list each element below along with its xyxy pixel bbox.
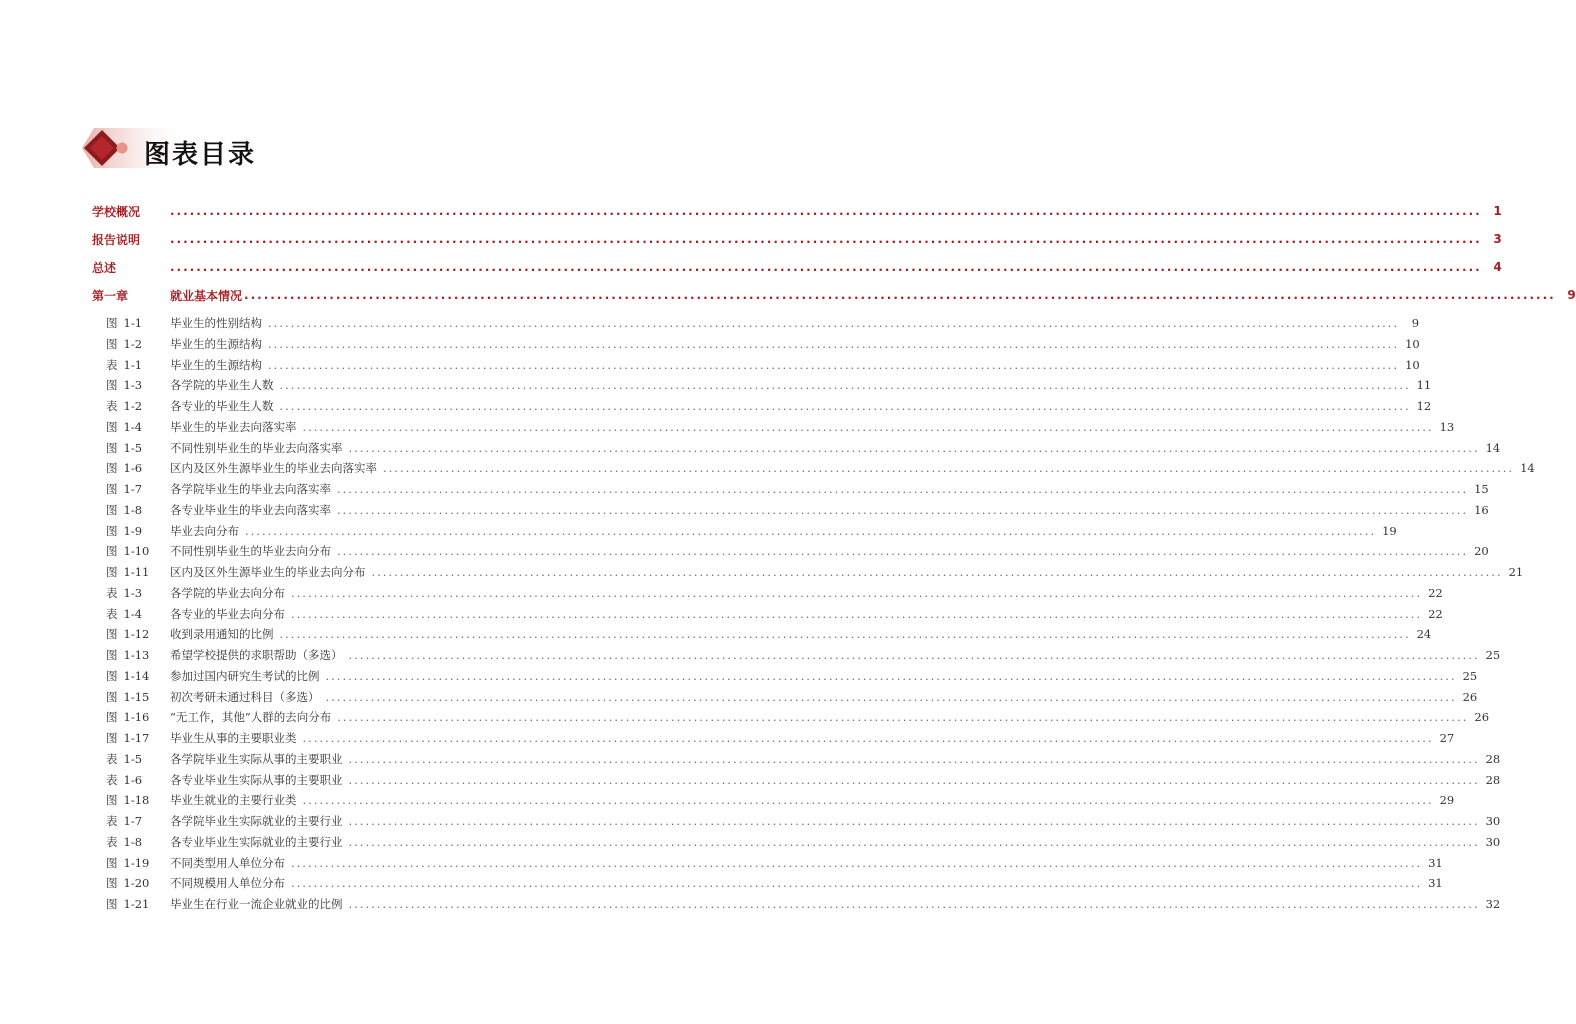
leader-dots: ........................................................................................................................................................................................................	[291, 876, 1423, 890]
figure-number: 1-11	[123, 565, 150, 579]
figure-kind: 图	[106, 648, 118, 662]
figure-number: 1-18	[123, 793, 150, 807]
page-number: 22	[1428, 607, 1443, 621]
page-number: 22	[1428, 586, 1443, 600]
toc-figure-entry[interactable]	[92, 396, 1432, 416]
page-title: 图表目录	[144, 140, 257, 170]
figure-number: 1-1	[123, 358, 143, 372]
page-number: 30	[1485, 835, 1501, 849]
figure-number: 1-3	[123, 586, 143, 600]
figure-label	[92, 502, 152, 518]
page-number: 11	[1416, 378, 1432, 392]
leader-dots: ........................................................................................................................................................................................................	[348, 773, 1480, 787]
leader-dots: ........................................................................................................................................................................................................	[170, 260, 1482, 274]
figure-number: 1-4	[123, 607, 143, 621]
leader-dots: ........................................................................................................................................................................................................	[291, 856, 1423, 870]
leader-dots: ........................................................................................................................................................................................................	[170, 204, 1482, 218]
figure-label	[92, 377, 152, 393]
page-number: 24	[1416, 627, 1432, 641]
figure-kind: 图	[106, 627, 118, 641]
figure-label	[92, 419, 152, 435]
figure-kind: 表	[106, 607, 118, 621]
figure-number: 1-7	[123, 482, 143, 496]
figure-number: 1-19	[123, 856, 150, 870]
leader-dots: ........................................................................................................................................................................................................	[268, 316, 1400, 330]
figure-title: 毕业去向分布	[170, 524, 239, 538]
figure-title: 不同规模用人单位分布	[170, 876, 285, 890]
toc-figure-entry[interactable]	[92, 438, 1501, 458]
figure-title: 不同类型用人单位分布	[170, 856, 285, 870]
leader-dots: ........................................................................................................................................................................................................	[337, 503, 1469, 517]
figure-kind: 图	[106, 420, 118, 434]
figure-kind: 图	[106, 316, 118, 330]
page-number: 31	[1428, 876, 1443, 890]
chapter-number: 第一章	[92, 288, 129, 303]
leader-dots: ........................................................................................................................................................................................................	[302, 793, 1434, 807]
toc-figure-entry[interactable]	[92, 334, 1420, 354]
figure-number: 1-2	[123, 337, 143, 351]
figure-kind: 图	[106, 524, 118, 538]
figure-label	[92, 896, 152, 912]
leader-dots: ........................................................................................................................................................................................................	[348, 648, 1480, 662]
page-number: 26	[1462, 690, 1478, 704]
toc-figure-entry[interactable]	[92, 604, 1443, 624]
page-number: 19	[1382, 524, 1397, 538]
figure-label	[92, 398, 152, 414]
section-label: 总述	[92, 260, 117, 275]
toc-figure-entry[interactable]	[92, 562, 1524, 582]
figure-number: 1-17	[123, 731, 150, 745]
figure-title: 各学院毕业生的毕业去向落实率	[170, 482, 331, 496]
toc-figure-entry[interactable]	[92, 749, 1501, 769]
figure-number: 1-5	[123, 752, 143, 766]
leader-dots: ........................................................................................................................................................................................................	[268, 337, 1400, 351]
figure-number: 1-2	[123, 399, 143, 413]
figure-title: 区内及区外生源毕业生的毕业去向分布	[170, 565, 366, 579]
figure-number: 1-6	[123, 773, 143, 787]
figure-number: 1-16	[123, 710, 150, 724]
leader-dots: ........................................................................................................................................................................................................	[279, 627, 1411, 641]
figure-label	[92, 357, 152, 373]
page-number: 16	[1474, 503, 1489, 517]
leader-dots: ........................................................................................................................................................................................................	[337, 482, 1469, 496]
figure-label	[92, 460, 152, 476]
leader-dots: ........................................................................................................................................................................................................	[302, 731, 1434, 745]
toc-figure-entry[interactable]	[92, 583, 1443, 603]
figure-number: 1-20	[123, 876, 150, 890]
leader-dots: ........................................................................................................................................................................................................	[291, 586, 1423, 600]
figure-kind: 图	[106, 731, 118, 745]
leader-dots: ........................................................................................................................................................................................................	[279, 399, 1411, 413]
figure-title: 毕业生的生源结构	[170, 337, 262, 351]
figure-title: 毕业生的生源结构	[170, 358, 262, 372]
toc-figure-entry[interactable]	[92, 707, 1490, 727]
figure-kind: 图	[106, 876, 118, 890]
page-number: 9	[1567, 288, 1576, 302]
figure-kind: 图	[106, 897, 118, 911]
toc-chapter-entry[interactable]	[92, 285, 1576, 305]
figure-number: 1-1	[123, 316, 143, 330]
page-number: 28	[1485, 773, 1501, 787]
figure-kind: 表	[106, 586, 118, 600]
toc-figure-entry[interactable]	[92, 832, 1501, 852]
figure-label	[92, 626, 152, 642]
toc-section-entry[interactable]	[92, 201, 1502, 221]
figure-kind: 图	[106, 337, 118, 351]
figure-kind: 表	[106, 835, 118, 849]
page-number: 21	[1508, 565, 1524, 579]
figure-label	[92, 481, 152, 497]
figure-label	[92, 315, 152, 331]
figure-label	[92, 336, 152, 352]
figure-number: 1-10	[123, 544, 150, 558]
figure-kind: 表	[106, 814, 118, 828]
figure-title: 各学院毕业生实际就业的主要行业	[170, 814, 343, 828]
leader-dots: ........................................................................................................................................................................................................	[337, 710, 1469, 724]
figure-kind: 图	[106, 503, 118, 517]
figure-title: 各学院的毕业去向分布	[170, 586, 285, 600]
leader-dots: ........................................................................................................................................................................................................	[279, 378, 1411, 392]
figure-kind: 图	[106, 544, 118, 558]
toc-figure-entry[interactable]	[92, 500, 1489, 520]
figure-title: 各学院的毕业生人数	[170, 378, 274, 392]
toc-figure-entry[interactable]	[92, 770, 1501, 790]
section-label: 学校概况	[92, 204, 141, 219]
page-number: 12	[1416, 399, 1432, 413]
page-number: 32	[1485, 897, 1501, 911]
figure-title: 不同性别毕业生的毕业去向分布	[170, 544, 331, 558]
figure-label	[92, 523, 152, 539]
figure-label	[92, 772, 152, 788]
figure-kind: 图	[106, 378, 118, 392]
section-label: 报告说明	[92, 232, 141, 247]
toc-figure-entry[interactable]	[92, 479, 1489, 499]
figure-kind: 图	[106, 565, 118, 579]
figure-kind: 图	[106, 482, 118, 496]
leader-dots: ........................................................................................................................................................................................................	[337, 544, 1469, 558]
figure-title: 毕业生从事的主要职业类	[170, 731, 297, 745]
toc-figure-entry[interactable]	[92, 624, 1432, 644]
page-number: 27	[1439, 731, 1455, 745]
leader-dots: ........................................................................................................................................................................................................	[245, 524, 1377, 538]
toc-figure-entry[interactable]	[92, 541, 1489, 561]
leader-dots: ........................................................................................................................................................................................................	[348, 752, 1480, 766]
figure-title: 参加过国内研究生考试的比例	[170, 669, 320, 683]
page-number: 10	[1405, 337, 1420, 351]
page-number: 26	[1474, 710, 1490, 724]
figure-number: 1-6	[123, 461, 143, 475]
figure-label	[92, 543, 152, 559]
figure-kind: 图	[106, 441, 118, 455]
toc-figure-entry[interactable]	[92, 666, 1478, 686]
figure-kind: 图	[106, 793, 118, 807]
figure-title: 各专业的毕业去向分布	[170, 607, 285, 621]
figure-label	[92, 647, 152, 663]
figure-number: 1-12	[123, 627, 150, 641]
toc-figure-entry[interactable]	[92, 375, 1432, 395]
figure-title: 各专业毕业生实际从事的主要职业	[170, 773, 343, 787]
toc-figure-entry[interactable]	[92, 645, 1501, 665]
figure-kind: 图	[106, 856, 118, 870]
toc-figure-entry[interactable]	[92, 811, 1501, 831]
figure-number: 1-7	[123, 814, 143, 828]
figure-kind: 图	[106, 710, 118, 724]
figure-title: 区内及区外生源毕业生的毕业去向落实率	[170, 461, 377, 475]
figure-kind: 表	[106, 773, 118, 787]
figure-kind: 表	[106, 358, 118, 372]
figure-label	[92, 606, 152, 622]
figure-label	[92, 585, 152, 601]
page-number: 10	[1405, 358, 1420, 372]
page-number: 29	[1439, 793, 1455, 807]
leader-dots: ........................................................................................................................................................................................................	[348, 897, 1480, 911]
leader-dots: ........................................................................................................................................................................................................	[302, 420, 1434, 434]
figure-title: 毕业生在行业一流企业就业的比例	[170, 897, 343, 911]
leader-dots: ........................................................................................................................................................................................................	[325, 669, 1457, 683]
figure-label	[92, 813, 152, 829]
leader-dots: ........................................................................................................................................................................................................	[371, 565, 1503, 579]
leader-dots: ........................................................................................................................................................................................................	[348, 441, 1480, 455]
figure-number: 1-3	[123, 378, 143, 392]
toc-figure-entry[interactable]	[92, 313, 1420, 333]
figure-number: 1-13	[123, 648, 150, 662]
toc-figure-entry[interactable]	[92, 687, 1478, 707]
page-number: 25	[1462, 669, 1478, 683]
leader-dots: ........................................................................................................................................................................................................	[348, 814, 1480, 828]
figure-title: 毕业生的性别结构	[170, 316, 262, 330]
figure-label	[92, 834, 152, 850]
toc-figure-entry[interactable]	[92, 894, 1501, 914]
figure-title: 毕业生的毕业去向落实率	[170, 420, 297, 434]
figure-title: 希望学校提供的求职帮助（多选）	[170, 648, 343, 662]
figure-title: 不同性别毕业生的毕业去向落实率	[170, 441, 343, 455]
figure-title: 各专业的毕业生人数	[170, 399, 274, 413]
leader-dots: ........................................................................................................................................................................................................	[348, 835, 1480, 849]
figure-label	[92, 855, 152, 871]
figure-number: 1-4	[123, 420, 143, 434]
page-number: 25	[1485, 648, 1501, 662]
toc-figure-entry[interactable]	[92, 728, 1455, 748]
figure-title: “无工作，其他”人群的去向分布	[170, 710, 332, 724]
page-number: 4	[1493, 260, 1502, 274]
leader-dots: ........................................................................................................................................................................................................	[244, 288, 1556, 302]
figure-number: 1-5	[123, 441, 143, 455]
page-number: 9	[1411, 316, 1420, 330]
leader-dots: ........................................................................................................................................................................................................	[325, 690, 1457, 704]
page-number: 30	[1485, 814, 1501, 828]
chapter-title: 就业基本情况	[170, 288, 243, 303]
figure-label	[92, 668, 152, 684]
figure-number: 1-14	[123, 669, 150, 683]
figure-label	[92, 709, 152, 725]
figure-title: 收到录用通知的比例	[170, 627, 274, 641]
leader-dots: ........................................................................................................................................................................................................	[383, 461, 1515, 475]
toc-figure-entry[interactable]	[92, 521, 1397, 541]
figure-number: 1-9	[123, 524, 143, 538]
toc-section-entry[interactable]	[92, 229, 1502, 249]
figure-label	[92, 564, 152, 580]
figure-kind: 图	[106, 690, 118, 704]
toc-section-entry[interactable]	[92, 257, 1502, 277]
page-number: 31	[1428, 856, 1443, 870]
figure-title: 初次考研未通过科目（多选）	[170, 690, 320, 704]
figure-kind: 图	[106, 669, 118, 683]
page-number: 28	[1485, 752, 1501, 766]
page-number: 14	[1485, 441, 1501, 455]
figure-label	[92, 875, 152, 891]
page-number: 14	[1520, 461, 1535, 475]
toc-figure-entry[interactable]	[92, 355, 1420, 375]
leader-dots: ........................................................................................................................................................................................................	[291, 607, 1423, 621]
page-number: 13	[1439, 420, 1455, 434]
toc-figure-entry[interactable]	[92, 873, 1443, 893]
figure-number: 1-21	[123, 897, 150, 911]
figure-kind: 表	[106, 752, 118, 766]
figure-label	[92, 792, 152, 808]
leader-dots: ........................................................................................................................................................................................................	[170, 232, 1482, 246]
figure-label	[92, 751, 152, 767]
toc-figure-entry[interactable]	[92, 790, 1455, 810]
figure-title: 各专业毕业生实际就业的主要行业	[170, 835, 343, 849]
figure-title: 各学院毕业生实际从事的主要职业	[170, 752, 343, 766]
toc-figure-entry[interactable]	[92, 458, 1535, 478]
page-number: 15	[1474, 482, 1489, 496]
figure-label	[92, 730, 152, 746]
figure-kind: 表	[106, 399, 118, 413]
page-number: 1	[1493, 204, 1502, 218]
figure-kind: 图	[106, 461, 118, 475]
figure-label	[92, 440, 152, 456]
figure-title: 毕业生就业的主要行业类	[170, 793, 297, 807]
toc-figure-entry[interactable]	[92, 853, 1443, 873]
toc-figure-entry[interactable]	[92, 417, 1455, 437]
figure-label	[92, 689, 152, 705]
page-number: 3	[1493, 232, 1502, 246]
figure-title: 各专业毕业生的毕业去向落实率	[170, 503, 331, 517]
figure-number: 1-8	[123, 835, 143, 849]
figure-number: 1-15	[123, 690, 150, 704]
leader-dots: ........................................................................................................................................................................................................	[268, 358, 1400, 372]
page-number: 20	[1474, 544, 1489, 558]
figure-number: 1-8	[123, 503, 143, 517]
